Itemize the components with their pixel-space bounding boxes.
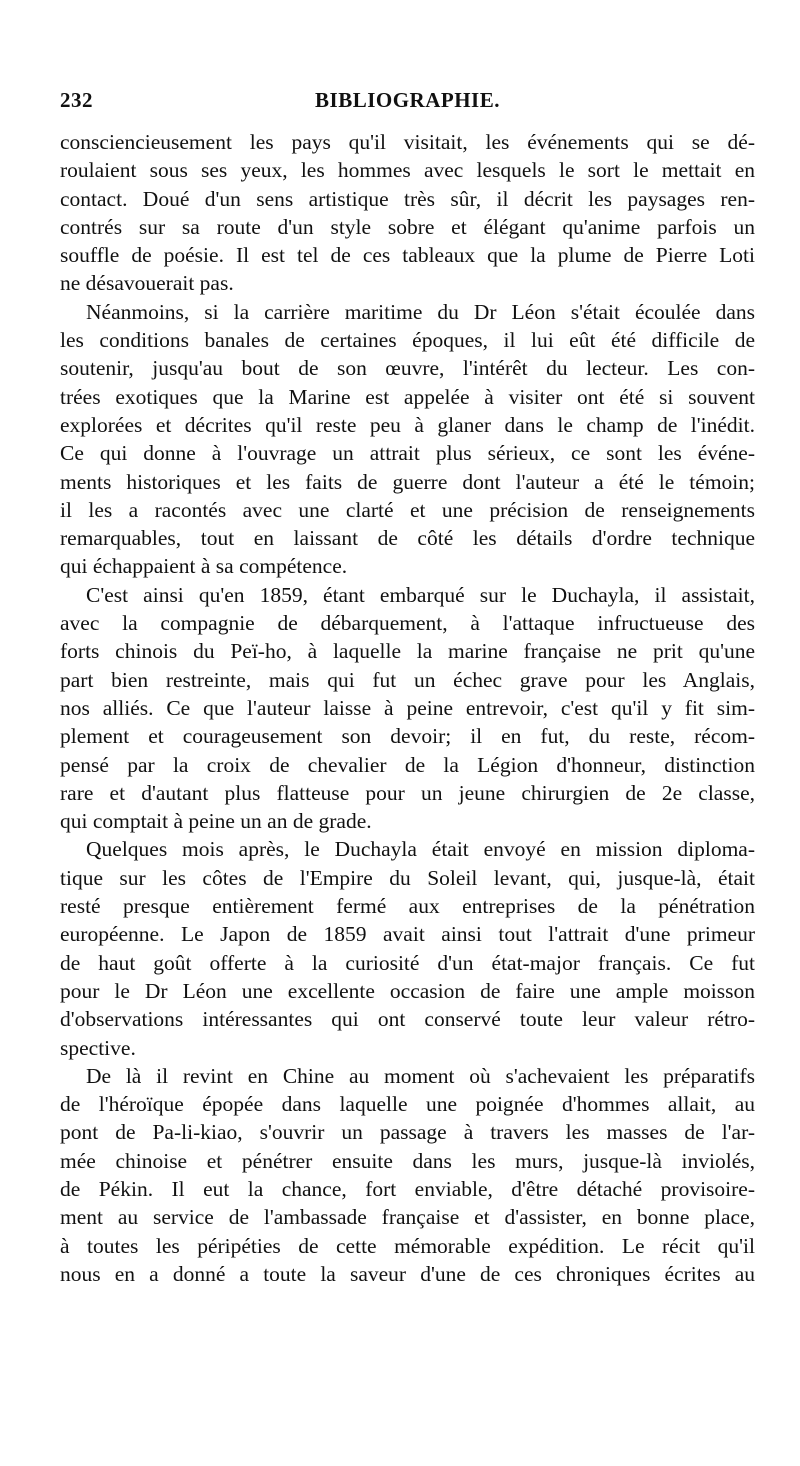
text-line: mée chinoise et pénétrer ensuite dans les murs, jusque-là inviolés,: [60, 1148, 755, 1173]
text-line: les conditions banales de certaines époques, il lui eût été difficile de: [60, 328, 755, 353]
text-line: tique sur les côtes de l'Empire du Soleil levant, qui, jusque-là, était: [60, 865, 755, 890]
text-line: qui échappaient à sa compétence.: [60, 554, 348, 579]
book-page: [60, 88, 755, 1288]
text-line: il les a racontés avec une clarté et une précision de renseignements: [60, 497, 755, 522]
text-line: contrés sur sa route d'un style sobre et élégant qu'anime parfois un: [60, 214, 755, 239]
text-line: pont de Pa-li-kiao, s'ouvrir un passage à travers les masses de l'ar-: [60, 1120, 755, 1145]
page-number: 232: [60, 88, 93, 112]
text-line: explorées et décrites qu'il reste peu à glaner dans le champ de l'inédit.: [60, 412, 755, 437]
text-line: Néanmoins, si la carrière maritime du Dr Léon s'était écoulée dans: [86, 299, 755, 324]
text-line: De là il revint en Chine au moment où s'achevaient les préparatifs: [86, 1063, 755, 1088]
text-line: Quelques mois après, le Duchayla était envoyé en mission diploma-: [86, 837, 755, 862]
running-head: [60, 88, 755, 118]
text-line: plement et courageusement son devoir; il en fut, du reste, récom-: [60, 724, 755, 749]
text-line: soutenir, jusqu'au bout de son œuvre, l'intérêt du lecteur. Les con-: [60, 356, 755, 381]
text-line: resté presque entièrement fermé aux entreprises de la pénétration: [60, 894, 755, 919]
text-line: consciencieusement les pays qu'il visitait, les événements qui se dé-: [60, 130, 755, 154]
text-line: souffle de poésie. Il est tel de ces tableaux que la plume de Pierre Loti: [60, 243, 755, 268]
text-line: spective.: [60, 1035, 136, 1060]
text-line: contact. Doué d'un sens artistique très sûr, il décrit les paysages ren-: [60, 186, 755, 211]
text-line: ments historiques et les faits de guerre dont l'auteur a été le témoin;: [60, 469, 755, 494]
text-line: de haut goût offerte à la curiosité d'un état-major français. Ce fut: [60, 950, 755, 975]
text-line: forts chinois du Peï-ho, à laquelle la marine française ne prit qu'une: [60, 639, 755, 664]
text-line: Ce qui donne à l'ouvrage un attrait plus sérieux, ce sont les événe-: [60, 441, 755, 466]
text-line: d'observations intéressantes qui ont conservé toute leur valeur rétro-: [60, 1007, 755, 1032]
text-line: C'est ainsi qu'en 1859, étant embarqué sur le Duchayla, il assistait,: [86, 582, 755, 607]
text-line: ne désavouerait pas.: [60, 271, 234, 296]
text-line: nous en a donné a toute la saveur d'une de ces chroniques écrites au: [60, 1261, 755, 1286]
running-title: BIBLIOGRAPHIE.: [315, 88, 500, 112]
text-line: rare et d'autant plus flatteuse pour un jeune chirurgien de 2e classe,: [60, 780, 755, 805]
body-text: [60, 128, 755, 1288]
text-line: nos alliés. Ce que l'auteur laisse à peine entrevoir, c'est qu'il y fit sim-: [60, 695, 755, 720]
text-line: avec la compagnie de débarquement, à l'attaque infructueuse des: [60, 611, 755, 636]
text-line: roulaient sous ses yeux, les hommes avec lesquels le sort le mettait en: [60, 158, 755, 183]
text-line: à toutes les péripéties de cette mémorable expédition. Le récit qu'il: [60, 1233, 755, 1258]
text-line: trées exotiques que la Marine est appelée à visiter ont été si souvent: [60, 384, 755, 409]
text-line: pour le Dr Léon une excellente occasion de faire une ample moisson: [60, 978, 755, 1003]
text-line: part bien restreinte, mais qui fut un échec grave pour les Anglais,: [60, 667, 755, 692]
text-line: ment au service de l'ambassade française et d'assister, en bonne place,: [60, 1205, 755, 1230]
text-line: européenne. Le Japon de 1859 avait ainsi tout l'attrait d'une primeur: [60, 922, 755, 947]
text-line: pensé par la croix de chevalier de la Légion d'honneur, distinction: [60, 752, 755, 777]
text-line: de l'héroïque épopée dans laquelle une poignée d'hommes allait, au: [60, 1092, 755, 1117]
text-line: de Pékin. Il eut la chance, fort enviable, d'être détaché provisoire-: [60, 1176, 755, 1201]
text-line: qui comptait à peine un an de grade.: [60, 809, 372, 834]
text-line: remarquables, tout en laissant de côté les détails d'ordre technique: [60, 526, 755, 551]
